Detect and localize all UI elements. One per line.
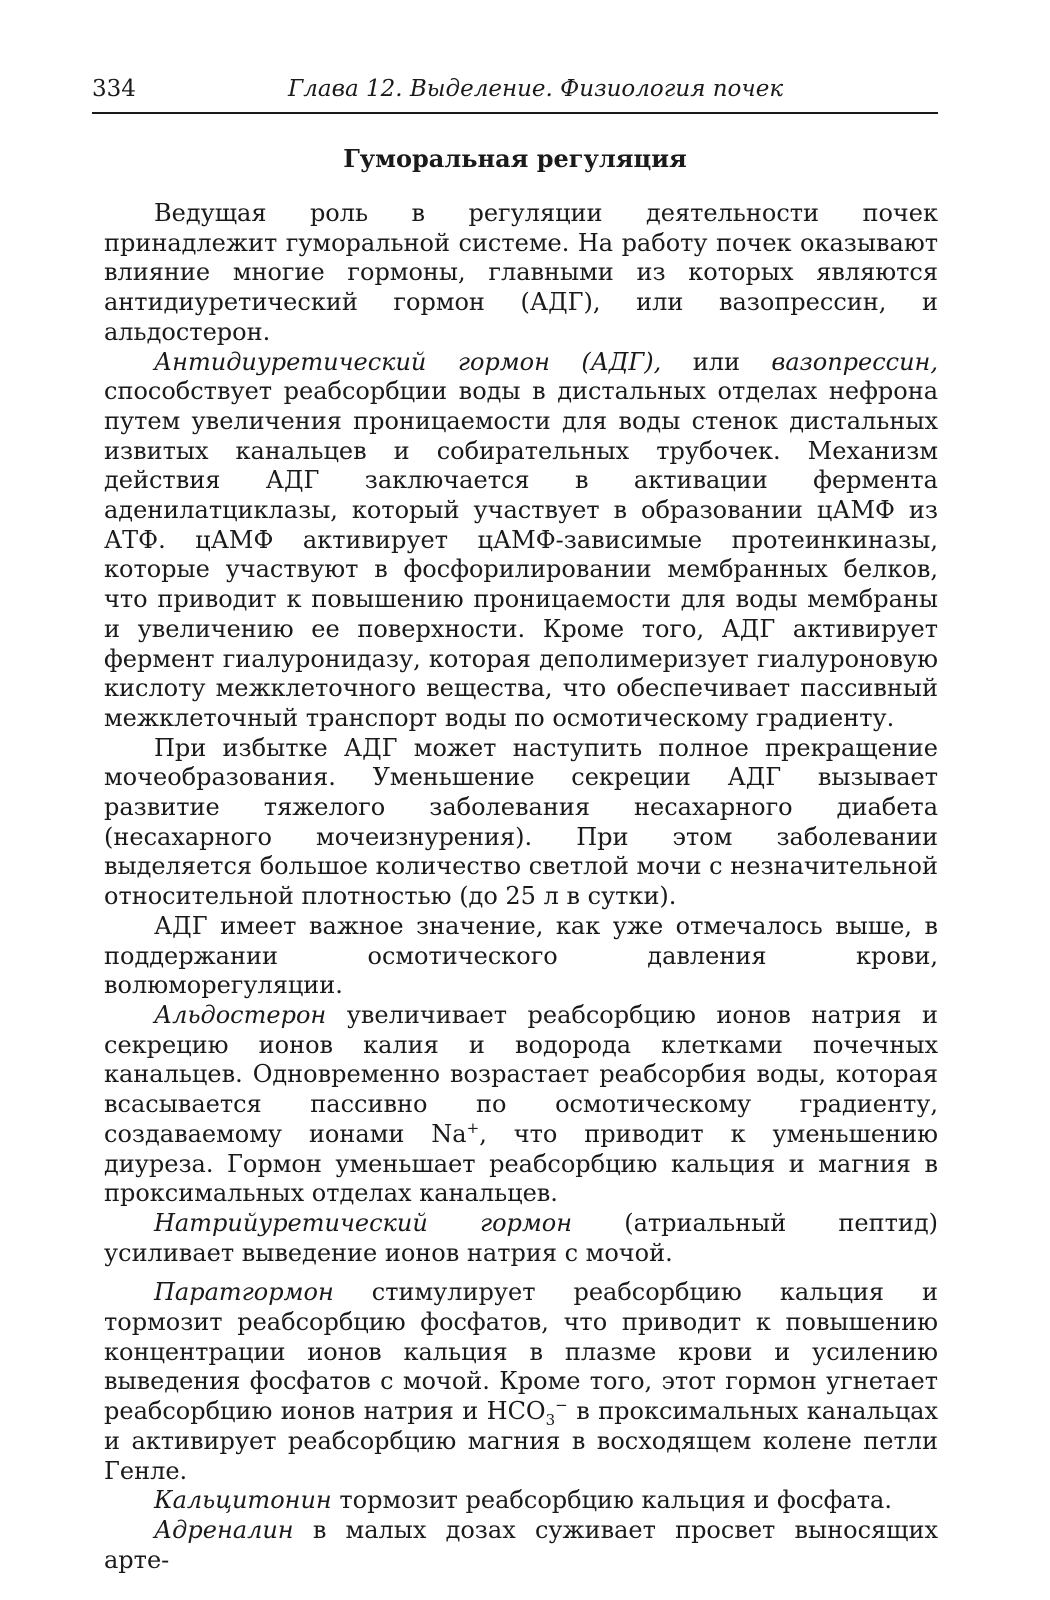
paragraph-2: [104, 348, 938, 734]
term-natriuretic-hormone: Натрийуретический гормон: [154, 1208, 573, 1237]
subscript-3: 3: [545, 1410, 556, 1429]
section-title: Гуморальная регуляция: [343, 144, 687, 173]
header-rule: [92, 112, 938, 114]
paragraph-3: При избытке АДГ может наступить полное прекращение мочеобразования. Уменьшение секреции АДГ вызывает развитие тяжелого заболевания несахарного диабета (несахарного мочеизнурения). При этом заболевании выделяется большое количество светлой мочи с незначительной относительной плотностью (до 25 л в сутки).: [104, 733, 938, 911]
paragraph-8: [104, 1486, 938, 1516]
running-head: Глава 12. Выделение. Физиология почек: [288, 76, 784, 102]
term-vasopressin: вазопрессин,: [771, 347, 938, 376]
paragraph-9: [104, 1516, 938, 1575]
paragraph-8-text: тормозит реабсорбцию кальция и фосфата.: [331, 1486, 892, 1515]
paragraph-6-text: (атриальный пептид) усиливает выведение ионов натрия с мочой.: [104, 1208, 939, 1267]
body-text: [104, 199, 938, 1575]
superscript-plus: +: [466, 1118, 480, 1137]
paragraph-2-text: способствует реабсорбции воды в дистальных отделах нефрона путем увеличения проницаемости для воды стенок дистальных извитых канальцев и собирательных трубочек. Механизм действия АДГ заключается в активации фермента аденилатциклазы, который участвует в образовании цАМФ из АТФ. цАМФ активирует цАМФ-зависимые протеинкиназы, которые участвуют в фосфорилировании мембранных белков, что приводит к повышению проницаемости для воды мембраны и увеличению ее поверхности. Кроме того, АДГ активирует фермент гиалуронидазу, которая деполимеризует гиалуроновую кислоту межклеточного вещества, что обеспечивает пассивный межклеточный транспорт воды по осмотическому градиенту.: [104, 377, 938, 732]
paragraph-6: [104, 1209, 938, 1268]
paragraph-7-text-b: в проксимальных канальцах и активирует реабсорбцию магния в восходящем колене петли Генле.: [104, 1397, 938, 1485]
paragraph-7-text-a: стимулирует реабсорбцию кальция и тормозит реабсорбцию фосфатов, что приводит к повышению концентрации ионов кальция в плазме крови и усилению выведения фосфатов с мочой. Кроме того, этот гормон угнетает реабсорбцию ионов натрия и НСО: [104, 1278, 938, 1426]
term-aldosterone: Альдостерон: [154, 1000, 327, 1029]
term-parathormone: Паратгормон: [154, 1278, 334, 1307]
page-number: 334: [92, 76, 136, 102]
term-calcitonin: Кальцитонин: [154, 1486, 332, 1515]
term-adh: Антидиуретический гормон (АДГ),: [154, 347, 662, 376]
paragraph-5: [104, 1001, 938, 1209]
paragraph-5-text-b: , что приводит к уменьшению диуреза. Гормон уменьшает реабсорбцию кальция и магния в проксимальных отделах канальцев.: [104, 1119, 938, 1208]
superscript-minus: −: [555, 1396, 568, 1415]
paragraph-1: Ведущая роль в регуляции деятельности почек принадлежит гуморальной системе. На работу почек оказывают влияние многие гормоны, главными из которых являются антидиуретический гормон (АДГ), или вазопрессин, и альдостерон.: [104, 199, 938, 346]
connector-text: или: [661, 347, 772, 376]
paragraph-7: [104, 1278, 938, 1486]
term-adrenaline: Адреналин: [154, 1515, 294, 1544]
paragraph-4: АДГ имеет важное значение, как уже отмечалось выше, в поддержании осмотического давления крови, волюморегуляции.: [104, 911, 938, 1000]
paragraph-9-text: в малых дозах суживает просвет выносящих арте-: [104, 1515, 938, 1574]
paragraph-5-text-a: увеличивает реабсорбцию ионов натрия и секрецию ионов калия и водорода клетками почечных канальцев. Одновременно возрастает реабсорбия воды, которая всасывается пассивно по осмотическому градиенту, создаваемому ионами Na: [104, 1000, 938, 1148]
page-header: [92, 76, 938, 106]
